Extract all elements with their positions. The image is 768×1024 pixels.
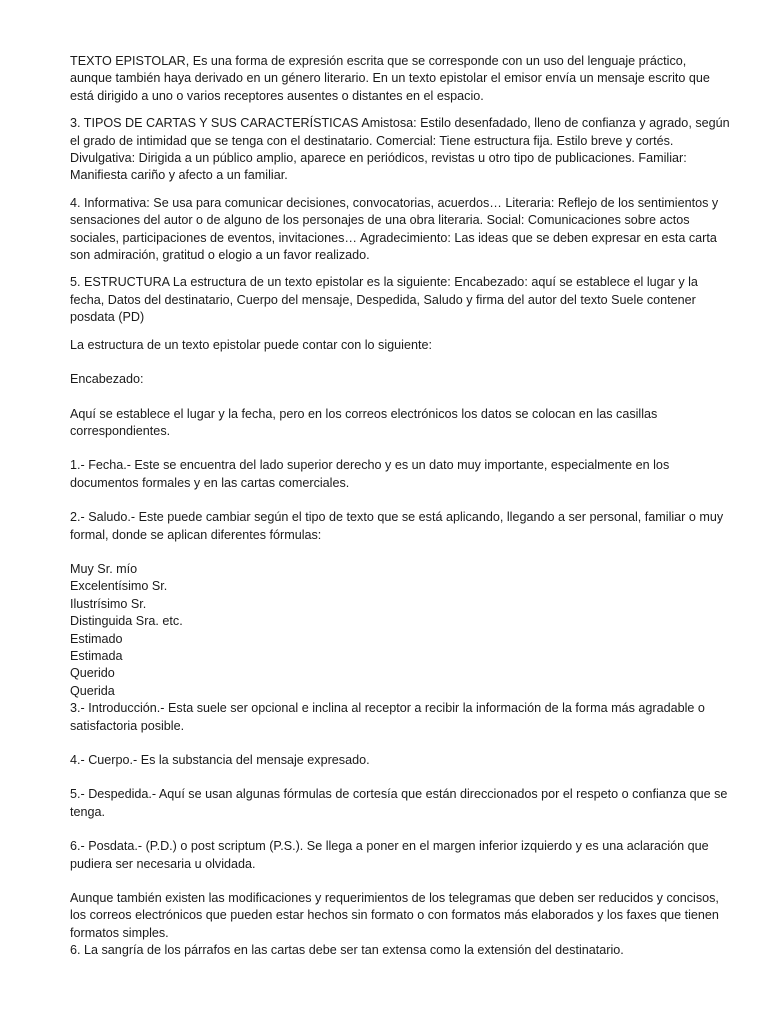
paragraph-introduccion: 3.- Introducción.- Esta suele ser opcional e inclina al receptor a recibir la información de la forma más agradable o satisfactoria posible. (70, 701, 705, 733)
paragraph-modificaciones: Aunque también existen las modificaciones y requerimientos de los telegramas que deben ser reducidos y concisos, los correos electrónicos que pueden estar hechos sin formato o con formatos más elaborados y los faxes que tienen formatos simples. (70, 891, 719, 940)
heading-encabezado: Encabezado: (70, 372, 144, 387)
greeting-item: Ilustrísimo Sr. (70, 596, 147, 611)
paragraph-tipos-de-cartas: 3. TIPOS DE CARTAS Y SUS CARACTERÍSTICAS Amistosa: Estilo desenfadado, lleno de confianza y agrado, según el grado de intimidad que se tenga con el destinatario. Comercial: Tiene estructura fija. Estilo breve y cortés. Divulgativa: Dirigida a un público amplio, aparece en periódicos, revistas u otro tipo de publicaciones. Familiar: Manifiesta cariño y afecto a un familiar. (70, 116, 730, 183)
paragraph-despedida: 5.- Despedida.- Aquí se usan algunas fórmulas de cortesía que están direccionados por el respeto o confianza que se tenga. (70, 787, 728, 819)
greeting-item: Querida (70, 683, 115, 698)
greeting-item: Excelentísimo Sr. (70, 579, 168, 594)
paragraph-posdata: 6.- Posdata.- (P.D.) o post scriptum (P.S.). Se llega a poner en el margen inferior izquierdo y es una aclaración que pudiera ser necesaria u olvidada. (70, 839, 709, 871)
paragraph-estructura-intro: La estructura de un texto epistolar puede contar con lo siguiente: (70, 337, 432, 352)
greetings-list (70, 561, 730, 700)
paragraph-saludo: 2.- Saludo.- Este puede cambiar según el tipo de texto que se está aplicando, llegando a ser personal, familiar o muy formal, donde se aplican diferentes fórmulas: (70, 510, 724, 542)
document-page (70, 53, 730, 960)
paragraph-encabezado-detail: Aquí se establece el lugar y la fecha, pero en los correos electrónicos los datos se colocan en las casillas correspondientes. (70, 406, 658, 438)
paragraph-informativa: 4. Informativa: Se usa para comunicar decisiones, convocatorias, acuerdos… Literaria: Reflejo de los sentimientos y sensaciones del autor o de alguno de los personajes de una obra literaria. Social: Comunicaciones sobre actos sociales, participaciones de eventos, invitaciones… Agradecimiento: Las ideas que se deben expresar en esta carta son admiración, gratitud o elogio a un favor realizado. (70, 195, 719, 263)
paragraph-fecha: 1.- Fecha.- Este se encuentra del lado superior derecho y es un dato muy importante, especialmente en los documentos formales y en las cartas comerciales. (70, 458, 670, 490)
greeting-item: Estimada (70, 648, 123, 663)
paragraph-texto-epistolar: TEXTO EPISTOLAR, Es una forma de expresión escrita que se corresponde con un uso del lenguaje práctico, aunque también haya derivado en un género literario. En un texto epistolar el emisor envía un mensaje escrito que está dirigido a uno o varios receptores ausentes o distantes en el espacio. (70, 54, 710, 103)
paragraph-cuerpo: 4.- Cuerpo.- Es la substancia del mensaje expresado. (70, 753, 370, 767)
greeting-item: Muy Sr. mío (70, 561, 138, 576)
greeting-item: Distinguida Sra. etc. (70, 614, 183, 629)
greeting-item: Querido (70, 666, 115, 681)
greeting-item: Estimado (70, 631, 123, 646)
paragraph-estructura: 5. ESTRUCTURA La estructura de un texto epistolar es la siguiente: Encabezado: aquí se establece el lugar y la fecha, Datos del destinatario, Cuerpo del mensaje, Despedida, Saludo y firma del autor del texto Suele contener posdata (PD) (70, 275, 698, 325)
paragraph-sangria: 6. La sangría de los párrafos en las cartas debe ser tan extensa como la extensión del destinatario. (70, 943, 624, 958)
